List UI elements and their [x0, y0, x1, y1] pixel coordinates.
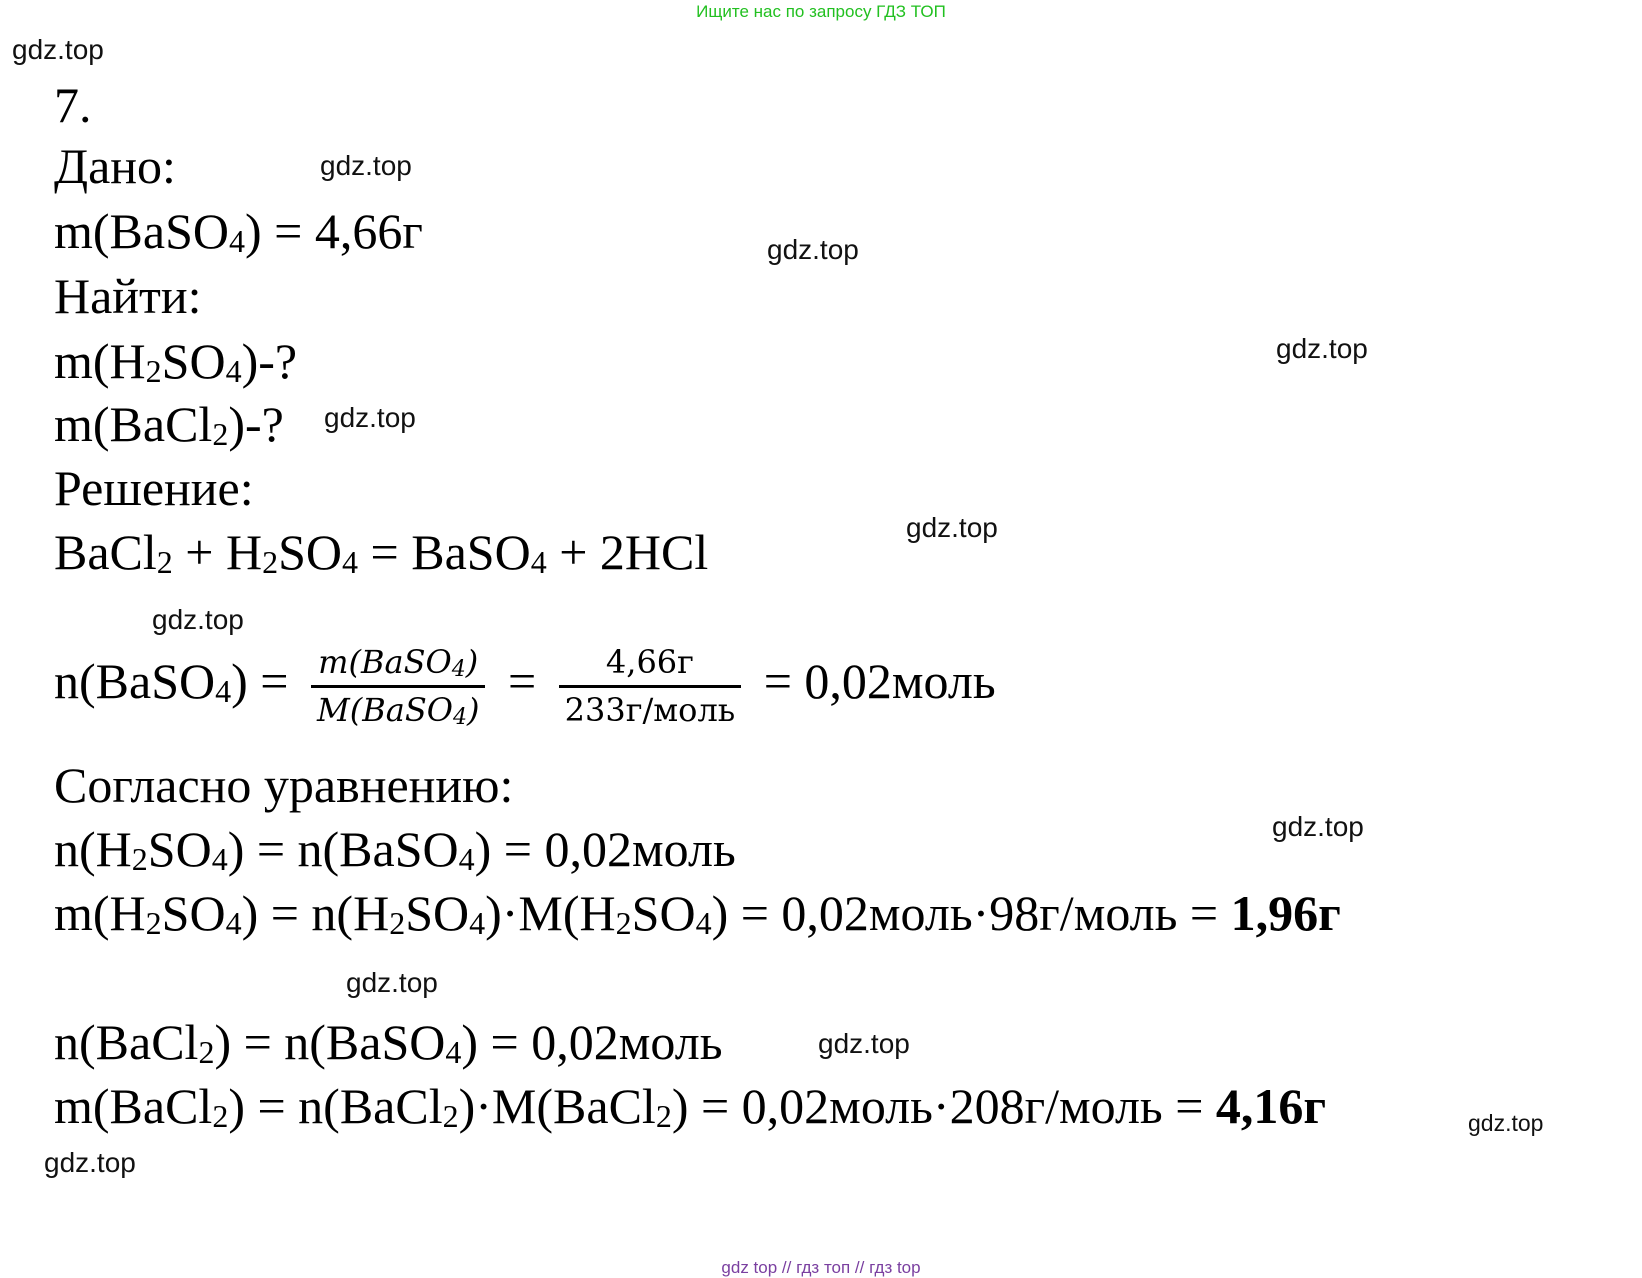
amount-baso4-formula: n(BaSO$_4$) = $\frac{m(BaSO_4)}{M(BaSO_4)}$ = $\frac{4,66г}{\text{233г/моль}}$ = 0,02моль	[54, 643, 996, 730]
mass-bacl2-calculation: m(BaCl$_2$) = n(BaCl$_2$)·M(BaCl$_2$) = 0,02моль·208г/моль = 4,16г	[54, 1078, 1327, 1134]
fraction-numerator: m(BaSO$_4$)	[311, 644, 485, 688]
amount-h2so4: $n(H_2SO_4)$ = n(BaSO$_4$) = 0,02моль	[54, 821, 736, 877]
fraction-numeric	[559, 644, 742, 729]
watermark: gdz.top	[324, 402, 416, 433]
given-mass-baso4: m(BaSO$_4$) = 4,66г	[54, 203, 423, 259]
find-label: Найти:	[54, 268, 202, 324]
fraction-mass-over-molar-mass	[311, 644, 485, 729]
watermark: gdz.top	[906, 512, 998, 543]
mass-h2so4-calculation: $m(H_2SO_4) = n(H_2SO_4)\cdot M(H_2SO_4)$ = 0,02моль·98г/моль = 1,96г	[54, 885, 1341, 941]
watermark: gdz.top	[152, 604, 244, 635]
problem-number: 7.	[54, 77, 92, 133]
fraction-numerator: 4,66г	[559, 644, 742, 688]
watermark: gdz.top	[1468, 1110, 1544, 1136]
reaction-equation: BaCl$_2$ + $H_2SO_4$ = BaSO$_4$ + 2HCl	[54, 524, 709, 580]
find-mass-bacl2: m(BaCl$_2$)-?	[54, 396, 284, 452]
watermark: gdz.top	[320, 150, 412, 181]
watermark: gdz.top	[818, 1028, 910, 1059]
watermark: gdz.top	[346, 967, 438, 998]
find-mass-h2so4: $m(H_2SO_4)-$?	[54, 333, 298, 389]
watermark: gdz.top	[767, 234, 859, 265]
solution-label: Решение:	[54, 460, 254, 516]
watermark: gdz.top	[12, 34, 104, 65]
footer-links: gdz top // гдз топ // гдз top	[721, 1258, 921, 1277]
watermark: gdz.top	[1272, 811, 1364, 842]
watermark: gdz.top	[1276, 333, 1368, 364]
fraction-denominator: 233г/моль	[564, 690, 736, 729]
given-label: Дано:	[54, 138, 176, 194]
according-label: Согласно уравнению:	[54, 757, 514, 813]
top-banner: Ищите нас по запросу ГДЗ ТОП	[696, 2, 946, 21]
fraction-denominator: M(BaSO$_4$)	[316, 690, 480, 730]
result-mass-bacl2: 4,16г	[1215, 1078, 1327, 1134]
result-mass-h2so4: 1,96г	[1230, 885, 1341, 941]
watermark: gdz.top	[44, 1147, 136, 1178]
amount-bacl2: n(BaCl$_2$) = n(BaSO$_4$) = 0,02моль	[54, 1014, 723, 1070]
